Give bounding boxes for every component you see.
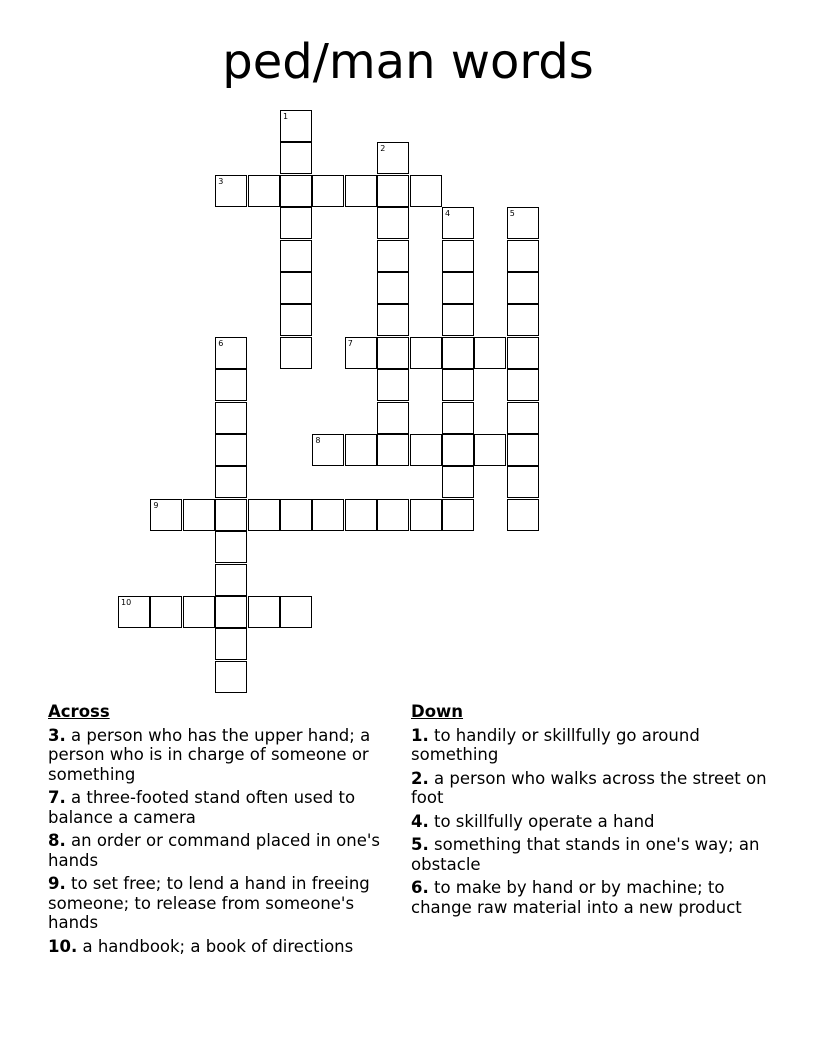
cell-number: 5 — [509, 209, 515, 219]
grid-cell[interactable] — [507, 402, 539, 434]
grid-cell[interactable] — [280, 207, 312, 239]
grid-cell[interactable] — [118, 596, 150, 628]
grid-cell[interactable] — [345, 434, 377, 466]
cell-number: 8 — [315, 436, 321, 445]
grid-cell[interactable] — [215, 337, 247, 369]
grid-cell[interactable] — [507, 499, 539, 531]
clue-number: 1. — [411, 725, 429, 745]
grid-cell[interactable] — [442, 499, 474, 531]
across-heading: Across — [48, 702, 110, 721]
down-clues — [411, 702, 786, 921]
grid-cell[interactable] — [280, 337, 312, 369]
grid-cell[interactable] — [377, 240, 409, 272]
clue-number: 8. — [48, 831, 66, 850]
grid-cell[interactable] — [442, 402, 474, 434]
grid-cell[interactable] — [442, 337, 474, 369]
grid-cell[interactable] — [474, 434, 506, 466]
clue-number: 5. — [411, 835, 429, 854]
grid-cell[interactable] — [312, 434, 344, 466]
cell-number: 1 — [283, 112, 289, 121]
grid-cell[interactable] — [215, 661, 247, 693]
grid-cell[interactable] — [248, 499, 280, 531]
grid-cell[interactable] — [377, 304, 409, 336]
grid-cell[interactable] — [215, 564, 247, 596]
down-clue-2 — [411, 769, 786, 808]
grid-cell[interactable] — [215, 499, 247, 531]
grid-cell[interactable] — [280, 175, 312, 207]
grid-cell[interactable] — [345, 175, 377, 207]
grid-cell[interactable] — [377, 369, 409, 401]
grid-cell[interactable] — [442, 466, 474, 498]
grid-cell[interactable] — [410, 337, 442, 369]
grid-cell[interactable] — [280, 272, 312, 304]
grid-cell[interactable] — [507, 272, 539, 304]
cell-number: 10 — [121, 598, 132, 607]
grid-cell[interactable] — [312, 499, 344, 531]
grid-cell[interactable] — [410, 434, 442, 466]
grid-cell[interactable] — [410, 175, 442, 207]
grid-cell[interactable] — [377, 175, 409, 207]
cell-number: 2 — [380, 144, 386, 154]
across-clue-3 — [48, 726, 393, 785]
grid-cell[interactable] — [507, 466, 539, 498]
grid-cell[interactable] — [507, 337, 539, 369]
cell-number: 4 — [445, 209, 451, 219]
grid-cell[interactable] — [377, 337, 409, 369]
clue-number: 7. — [48, 788, 66, 807]
grid-cell[interactable] — [280, 304, 312, 336]
grid-cell[interactable] — [183, 499, 215, 531]
clue-text: something that stands in one's way; an obstacle — [411, 835, 760, 874]
clue-number: 2. — [411, 768, 429, 788]
grid-cell[interactable] — [312, 175, 344, 207]
grid-cell[interactable] — [215, 596, 247, 628]
down-heading: Down — [411, 702, 464, 721]
grid-cell[interactable] — [280, 142, 312, 174]
grid-cell[interactable] — [345, 337, 377, 369]
grid-cell[interactable] — [280, 499, 312, 531]
across-clue-9 — [48, 874, 393, 933]
grid-cell[interactable] — [377, 272, 409, 304]
clue-text: to set free; to lend a hand in freeing someone; to release from someone's hands — [48, 874, 370, 932]
clue-number: 10. — [48, 936, 78, 956]
clue-number: 4. — [411, 811, 429, 831]
clue-text: a person who walks across the street on foot — [411, 768, 767, 807]
page-title: ped/man words — [222, 34, 594, 90]
grid-cell[interactable] — [507, 304, 539, 336]
grid-cell[interactable] — [442, 240, 474, 272]
grid-cell[interactable] — [215, 531, 247, 563]
clue-number: 9. — [48, 874, 66, 893]
grid-cell[interactable] — [248, 596, 280, 628]
grid-cell[interactable] — [215, 466, 247, 498]
grid-cell[interactable] — [377, 499, 409, 531]
grid-cell[interactable] — [345, 499, 377, 531]
grid-cell[interactable] — [280, 110, 312, 142]
down-clue-4 — [411, 812, 786, 832]
across-clues — [48, 702, 393, 960]
grid-cell[interactable] — [442, 369, 474, 401]
grid-cell[interactable] — [507, 207, 539, 239]
grid-cell[interactable] — [410, 499, 442, 531]
grid-cell[interactable] — [150, 499, 182, 531]
grid-cell[interactable] — [507, 369, 539, 401]
grid-cell[interactable] — [215, 369, 247, 401]
clue-text: an order or command placed in one's hands — [48, 831, 381, 870]
grid-cell[interactable] — [215, 434, 247, 466]
grid-cell[interactable] — [215, 402, 247, 434]
grid-cell[interactable] — [442, 207, 474, 239]
clue-text: to skillfully operate a hand — [434, 811, 655, 831]
grid-cell[interactable] — [280, 596, 312, 628]
across-clue-10 — [48, 937, 393, 957]
grid-cell[interactable] — [442, 304, 474, 336]
grid-cell[interactable] — [474, 337, 506, 369]
across-clue-8 — [48, 831, 393, 870]
clue-text: a person who has the upper hand; a person who is in charge of someone or something — [48, 725, 371, 784]
grid-cell[interactable] — [280, 240, 312, 272]
grid-cell[interactable] — [377, 142, 409, 174]
across-clue-7 — [48, 788, 393, 827]
grid-cell[interactable] — [377, 434, 409, 466]
down-clue-5 — [411, 835, 786, 874]
cell-number: 3 — [218, 176, 224, 186]
grid-cell[interactable] — [248, 175, 280, 207]
grid-cell[interactable] — [183, 596, 215, 628]
clue-number: 6. — [411, 878, 429, 897]
clue-text: to handily or skillfully go around something — [411, 725, 700, 764]
clue-number: 3. — [48, 725, 66, 745]
down-clue-1 — [411, 726, 786, 765]
grid-cell[interactable] — [150, 596, 182, 628]
grid-cell[interactable] — [377, 402, 409, 434]
clue-text: to make by hand or by machine; to change raw material into a new product — [411, 878, 742, 917]
down-clue-6 — [411, 878, 786, 917]
grid-cell[interactable] — [215, 628, 247, 660]
cell-number: 9 — [153, 500, 159, 510]
grid-cell[interactable] — [442, 434, 474, 466]
grid-cell[interactable] — [507, 240, 539, 272]
grid-cell[interactable] — [377, 207, 409, 239]
grid-cell[interactable] — [507, 434, 539, 466]
clue-text: a handbook; a book of directions — [82, 936, 354, 956]
clue-text: a three-footed stand often used to balance a camera — [48, 788, 356, 827]
cell-number: 6 — [218, 338, 224, 348]
cell-number: 7 — [347, 338, 353, 348]
grid-cell[interactable] — [442, 272, 474, 304]
grid-cell[interactable] — [215, 175, 247, 207]
